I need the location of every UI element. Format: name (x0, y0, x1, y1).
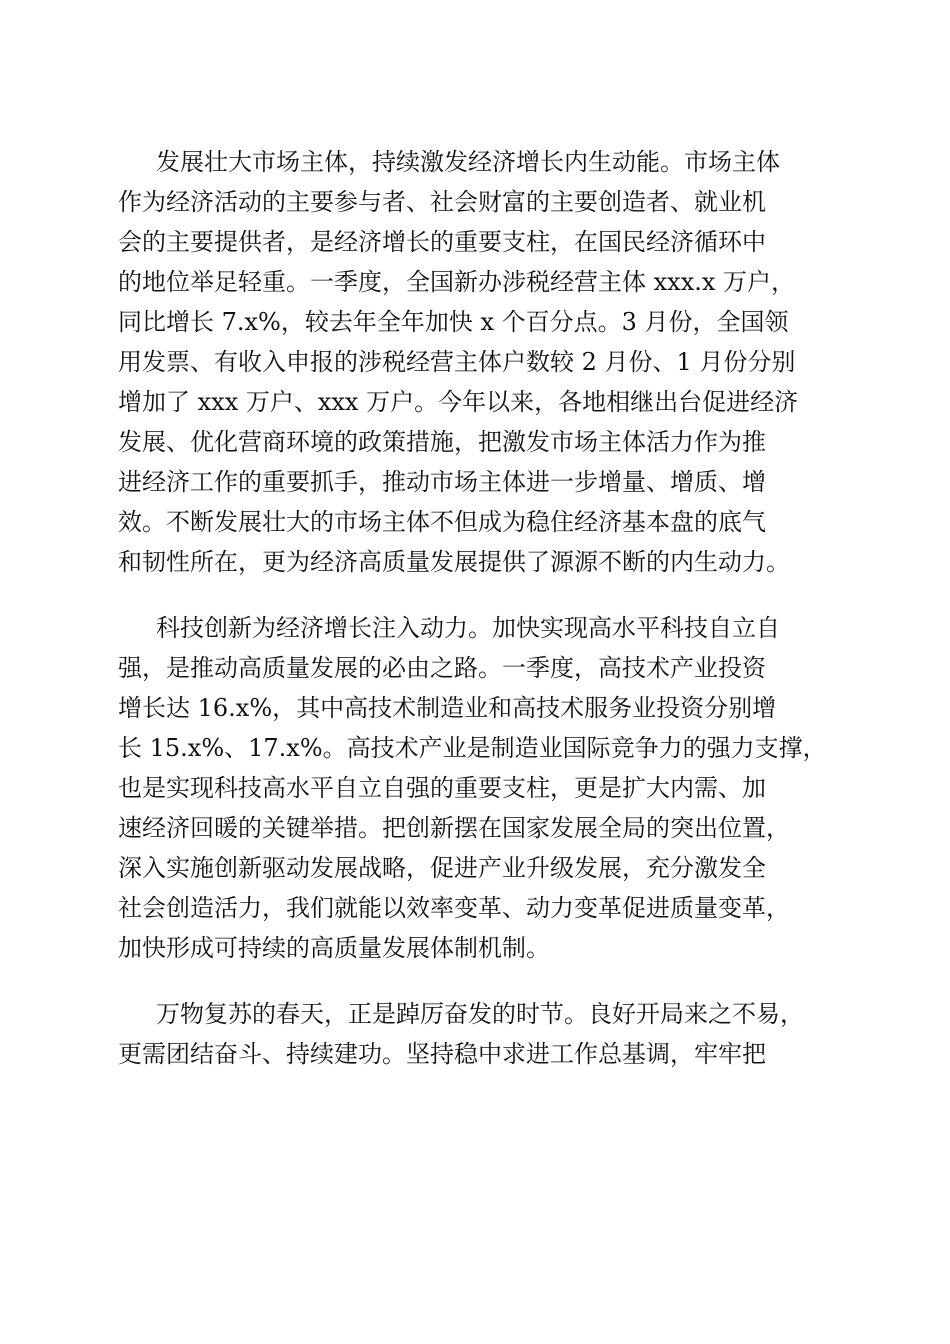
text-line: 作为经济活动的主要参与者、社会财富的主要创造者、就业机 (118, 188, 766, 216)
text-line: 进经济工作的重要抓手，推动市场主体进一步增量、增质、增 (118, 468, 766, 496)
text-line: 增长达 16.x%，其中高技术制造业和高技术服务业投资分别增 (118, 694, 777, 722)
text-line: 效。不断发展壮大的市场主体不但成为稳住经济基本盘的底气 (118, 508, 766, 536)
text-line: 发展壮大市场主体，持续激发经济增长内生动能。市场主体 (156, 148, 780, 176)
text-line: 更需团结奋斗、持续建功。坚持稳中求进工作总基调，牢牢把 (118, 1040, 766, 1068)
text-line: 和韧性所在，更为经济高质量发展提供了源源不断的内生动力。 (118, 548, 790, 576)
text-line: 会的主要提供者，是经济增长的重要支柱，在国民经济循环中 (118, 228, 766, 256)
text-line: 增加了 xxx 万户、xxx 万户。今年以来，各地相继出台促进经济 (118, 388, 799, 416)
text-line: 同比增长 7.x%，较去年全年加快 x 个百分点。3 月份，全国领 (118, 308, 789, 336)
text-line: 长 15.x%、17.x%。高技术产业是制造业国际竞争力的强力支撑， (118, 734, 827, 762)
text-line: 科技创新为经济增长注入动力。加快实现高水平科技自立自 (156, 614, 780, 642)
text-line: 的地位举足轻重。一季度，全国新办涉税经营主体 xxx.x 万户， (118, 268, 796, 296)
text-line: 万物复苏的春天，正是踔厉奋发的时节。良好开局来之不易， (156, 1000, 804, 1028)
text-line: 用发票、有收入申报的涉税经营主体户数较 2 月份、1 月份分别 (118, 348, 796, 376)
text-line: 深入实施创新驱动发展战略，促进产业升级发展，充分激发全 (118, 854, 766, 882)
text-line: 社会创造活力，我们就能以效率变革、动力变革促进质量变革， (118, 894, 790, 922)
text-line: 加快形成可持续的高质量发展体制机制。 (118, 934, 550, 962)
text-line: 速经济回暖的关键举措。把创新摆在国家发展全局的突出位置， (118, 814, 790, 842)
text-line: 强，是推动高质量发展的必由之路。一季度，高技术产业投资 (118, 654, 766, 682)
text-line: 发展、优化营商环境的政策措施，把激发市场主体活力作为推 (118, 428, 766, 456)
text-line: 也是实现科技高水平自立自强的重要支柱，更是扩大内需、加 (118, 774, 766, 802)
